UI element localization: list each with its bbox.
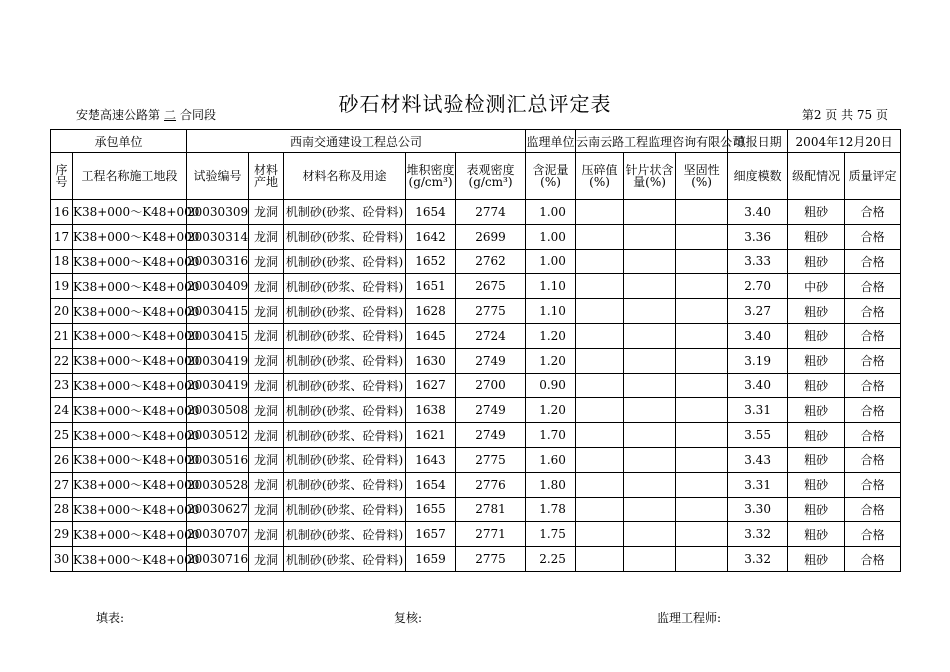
cell-quality: 合格 <box>845 423 901 448</box>
table-row <box>51 373 901 398</box>
page-title: 砂石材料试验检测汇总评定表 <box>338 92 612 116</box>
cell-grading: 粗砂 <box>788 472 845 497</box>
cell-apparent-density: 2749 <box>456 398 526 423</box>
cell-test-no: 20030419 <box>187 348 249 373</box>
cell-origin: 龙洞 <box>249 200 284 225</box>
filler-signature: 填表: <box>96 611 125 625</box>
cell-mud: 1.20 <box>526 323 576 348</box>
cell-fineness: 3.30 <box>728 497 788 522</box>
cell-solidity <box>676 472 728 497</box>
cell-test-no: 20030415 <box>187 299 249 324</box>
col-header-fineness: 细度模数 <box>728 153 788 200</box>
table-row <box>51 200 901 225</box>
cell-solidity <box>676 423 728 448</box>
cell-solidity <box>676 224 728 249</box>
cell-mud: 1.60 <box>526 447 576 472</box>
cell-seq: 22 <box>51 348 73 373</box>
cell-material: 机制砂(砂浆、砼骨料) <box>284 249 406 274</box>
cell-apparent-density: 2749 <box>456 423 526 448</box>
cell-quality: 合格 <box>845 224 901 249</box>
cell-flaky <box>624 348 676 373</box>
cell-test-no: 20030409 <box>187 274 249 299</box>
cell-crush <box>576 200 624 225</box>
cell-quality: 合格 <box>845 398 901 423</box>
cell-solidity <box>676 373 728 398</box>
cell-apparent-density: 2762 <box>456 249 526 274</box>
cell-name: K38+000～K48+000 <box>73 274 187 299</box>
cell-material: 机制砂(砂浆、砼骨料) <box>284 472 406 497</box>
cell-grading: 粗砂 <box>788 522 845 547</box>
cell-mud: 1.00 <box>526 200 576 225</box>
cell-mud: 1.75 <box>526 522 576 547</box>
contract-suffix: 合同段 <box>180 108 217 122</box>
cell-bulk-density: 1630 <box>406 348 456 373</box>
cell-quality: 合格 <box>845 274 901 299</box>
cell-mud: 1.20 <box>526 398 576 423</box>
cell-bulk-density: 1654 <box>406 200 456 225</box>
cell-flaky <box>624 323 676 348</box>
cell-fineness: 3.55 <box>728 423 788 448</box>
cell-bulk-density: 1657 <box>406 522 456 547</box>
supervisor-value: 云南云路工程监理咨询有限公司 <box>576 130 728 153</box>
cell-material: 机制砂(砂浆、砼骨料) <box>284 348 406 373</box>
cell-solidity <box>676 398 728 423</box>
table-row <box>51 423 901 448</box>
header-row <box>51 153 901 200</box>
cell-material: 机制砂(砂浆、砼骨料) <box>284 373 406 398</box>
cell-bulk-density: 1638 <box>406 398 456 423</box>
cell-seq: 21 <box>51 323 73 348</box>
cell-material: 机制砂(砂浆、砼骨料) <box>284 398 406 423</box>
cell-seq: 25 <box>51 423 73 448</box>
cell-test-no: 20030528 <box>187 472 249 497</box>
summary-table <box>50 129 901 572</box>
date-value: 2004年12月20日 <box>788 130 901 153</box>
page-info: 第2 页 共 75 页 <box>801 108 888 122</box>
cell-seq: 29 <box>51 522 73 547</box>
cell-bulk-density: 1627 <box>406 373 456 398</box>
cell-grading: 粗砂 <box>788 547 845 572</box>
cell-name: K38+000～K48+000 <box>73 373 187 398</box>
reviewer-signature: 复核: <box>394 611 423 625</box>
col-header-solidity: 坚固性(%) <box>676 153 728 200</box>
cell-solidity <box>676 299 728 324</box>
cell-mud: 1.00 <box>526 224 576 249</box>
cell-seq: 20 <box>51 299 73 324</box>
cell-crush <box>576 447 624 472</box>
cell-test-no: 20030627 <box>187 497 249 522</box>
cell-flaky <box>624 373 676 398</box>
contract-section <box>76 106 216 123</box>
cell-material: 机制砂(砂浆、砼骨料) <box>284 200 406 225</box>
cell-flaky <box>624 224 676 249</box>
cell-quality: 合格 <box>845 249 901 274</box>
cell-grading: 粗砂 <box>788 447 845 472</box>
cell-grading: 粗砂 <box>788 423 845 448</box>
cell-crush <box>576 497 624 522</box>
table-row <box>51 348 901 373</box>
cell-seq: 26 <box>51 447 73 472</box>
cell-material: 机制砂(砂浆、砼骨料) <box>284 323 406 348</box>
table-row <box>51 224 901 249</box>
cell-fineness: 3.40 <box>728 373 788 398</box>
cell-bulk-density: 1651 <box>406 274 456 299</box>
cell-origin: 龙洞 <box>249 323 284 348</box>
cell-grading: 粗砂 <box>788 348 845 373</box>
cell-name: K38+000～K48+000 <box>73 522 187 547</box>
cell-seq: 18 <box>51 249 73 274</box>
table-row <box>51 274 901 299</box>
cell-material: 机制砂(砂浆、砼骨料) <box>284 423 406 448</box>
cell-material: 机制砂(砂浆、砼骨料) <box>284 224 406 249</box>
cell-test-no: 20030415 <box>187 323 249 348</box>
cell-name: K38+000～K48+000 <box>73 249 187 274</box>
cell-apparent-density: 2775 <box>456 447 526 472</box>
info-row <box>51 130 901 153</box>
cell-grading: 粗砂 <box>788 299 845 324</box>
cell-origin: 龙洞 <box>249 348 284 373</box>
cell-crush <box>576 373 624 398</box>
cell-material: 机制砂(砂浆、砼骨料) <box>284 497 406 522</box>
cell-origin: 龙洞 <box>249 249 284 274</box>
cell-seq: 28 <box>51 497 73 522</box>
cell-test-no: 20030707 <box>187 522 249 547</box>
cell-mud: 2.25 <box>526 547 576 572</box>
table-row <box>51 398 901 423</box>
col-header-bulk-density: 堆积密度(g/cm³) <box>406 153 456 200</box>
cell-grading: 粗砂 <box>788 497 845 522</box>
cell-solidity <box>676 249 728 274</box>
cell-grading: 粗砂 <box>788 398 845 423</box>
cell-origin: 龙洞 <box>249 547 284 572</box>
cell-fineness: 3.19 <box>728 348 788 373</box>
table-row <box>51 299 901 324</box>
cell-crush <box>576 249 624 274</box>
cell-name: K38+000～K48+000 <box>73 323 187 348</box>
date-label: 填报日期 <box>728 130 788 153</box>
cell-origin: 龙洞 <box>249 522 284 547</box>
cell-grading: 粗砂 <box>788 200 845 225</box>
cell-seq: 27 <box>51 472 73 497</box>
cell-crush <box>576 274 624 299</box>
table-row <box>51 249 901 274</box>
cell-flaky <box>624 447 676 472</box>
cell-mud: 0.90 <box>526 373 576 398</box>
cell-crush <box>576 323 624 348</box>
cell-bulk-density: 1645 <box>406 323 456 348</box>
cell-quality: 合格 <box>845 497 901 522</box>
cell-origin: 龙洞 <box>249 423 284 448</box>
cell-crush <box>576 348 624 373</box>
cell-bulk-density: 1621 <box>406 423 456 448</box>
cell-material: 机制砂(砂浆、砼骨料) <box>284 299 406 324</box>
cell-test-no: 20030314 <box>187 224 249 249</box>
cell-fineness: 3.33 <box>728 249 788 274</box>
cell-solidity <box>676 547 728 572</box>
cell-fineness: 3.40 <box>728 323 788 348</box>
cell-fineness: 3.36 <box>728 224 788 249</box>
contract-prefix: 安楚高速公路第 <box>76 108 161 122</box>
cell-quality: 合格 <box>845 299 901 324</box>
cell-apparent-density: 2775 <box>456 299 526 324</box>
cell-crush <box>576 224 624 249</box>
cell-crush <box>576 522 624 547</box>
col-header-apparent-density: 表观密度(g/cm³) <box>456 153 526 200</box>
supervisor-label: 监理单位 <box>526 130 576 153</box>
cell-bulk-density: 1654 <box>406 472 456 497</box>
cell-mud: 1.80 <box>526 472 576 497</box>
table-row <box>51 447 901 472</box>
cell-seq: 19 <box>51 274 73 299</box>
col-header-test-no: 试验编号 <box>187 153 249 200</box>
cell-name: K38+000～K48+000 <box>73 398 187 423</box>
cell-apparent-density: 2774 <box>456 200 526 225</box>
cell-test-no: 20030508 <box>187 398 249 423</box>
cell-crush <box>576 299 624 324</box>
cell-solidity <box>676 274 728 299</box>
cell-origin: 龙洞 <box>249 472 284 497</box>
col-header-crush: 压碎值(%) <box>576 153 624 200</box>
col-header-seq: 序号 <box>51 153 73 200</box>
cell-solidity <box>676 348 728 373</box>
col-header-name: 工程名称施工地段 <box>73 153 187 200</box>
cell-name: K38+000～K48+000 <box>73 348 187 373</box>
cell-material: 机制砂(砂浆、砼骨料) <box>284 274 406 299</box>
cell-bulk-density: 1659 <box>406 547 456 572</box>
cell-test-no: 20030419 <box>187 373 249 398</box>
cell-material: 机制砂(砂浆、砼骨料) <box>284 522 406 547</box>
cell-fineness: 3.40 <box>728 200 788 225</box>
cell-fineness: 2.70 <box>728 274 788 299</box>
cell-seq: 16 <box>51 200 73 225</box>
cell-flaky <box>624 398 676 423</box>
cell-crush <box>576 472 624 497</box>
cell-apparent-density: 2781 <box>456 497 526 522</box>
cell-grading: 粗砂 <box>788 373 845 398</box>
table-row <box>51 522 901 547</box>
contract-section-number: 二 <box>164 108 177 122</box>
cell-origin: 龙洞 <box>249 447 284 472</box>
col-header-flaky: 针片状含量(%) <box>624 153 676 200</box>
cell-name: K38+000～K48+000 <box>73 497 187 522</box>
cell-apparent-density: 2700 <box>456 373 526 398</box>
cell-mud: 1.20 <box>526 348 576 373</box>
cell-mud: 1.70 <box>526 423 576 448</box>
contractor-value: 西南交通建设工程总公司 <box>187 130 526 153</box>
cell-fineness: 3.31 <box>728 472 788 497</box>
cell-origin: 龙洞 <box>249 299 284 324</box>
cell-bulk-density: 1655 <box>406 497 456 522</box>
contractor-label: 承包单位 <box>51 130 187 153</box>
cell-fineness: 3.43 <box>728 447 788 472</box>
cell-apparent-density: 2771 <box>456 522 526 547</box>
cell-flaky <box>624 497 676 522</box>
cell-name: K38+000～K48+000 <box>73 224 187 249</box>
cell-test-no: 20030309 <box>187 200 249 225</box>
cell-mud: 1.10 <box>526 274 576 299</box>
cell-seq: 24 <box>51 398 73 423</box>
cell-test-no: 20030516 <box>187 447 249 472</box>
cell-solidity <box>676 497 728 522</box>
table-row <box>51 547 901 572</box>
cell-material: 机制砂(砂浆、砼骨料) <box>284 447 406 472</box>
cell-name: K38+000～K48+000 <box>73 547 187 572</box>
cell-quality: 合格 <box>845 547 901 572</box>
col-header-material: 材料名称及用途 <box>284 153 406 200</box>
cell-name: K38+000～K48+000 <box>73 423 187 448</box>
cell-seq: 17 <box>51 224 73 249</box>
cell-solidity <box>676 522 728 547</box>
cell-apparent-density: 2724 <box>456 323 526 348</box>
cell-flaky <box>624 472 676 497</box>
table-row <box>51 323 901 348</box>
cell-apparent-density: 2749 <box>456 348 526 373</box>
cell-origin: 龙洞 <box>249 274 284 299</box>
cell-solidity <box>676 447 728 472</box>
table-row <box>51 472 901 497</box>
cell-crush <box>576 547 624 572</box>
cell-origin: 龙洞 <box>249 497 284 522</box>
cell-flaky <box>624 249 676 274</box>
cell-grading: 粗砂 <box>788 323 845 348</box>
cell-flaky <box>624 274 676 299</box>
cell-apparent-density: 2776 <box>456 472 526 497</box>
cell-name: K38+000～K48+000 <box>73 447 187 472</box>
cell-mud: 1.10 <box>526 299 576 324</box>
cell-solidity <box>676 200 728 225</box>
cell-quality: 合格 <box>845 522 901 547</box>
cell-grading: 粗砂 <box>788 249 845 274</box>
cell-bulk-density: 1642 <box>406 224 456 249</box>
cell-fineness: 3.27 <box>728 299 788 324</box>
cell-crush <box>576 423 624 448</box>
cell-quality: 合格 <box>845 323 901 348</box>
col-header-mud: 含泥量(%) <box>526 153 576 200</box>
cell-solidity <box>676 323 728 348</box>
cell-apparent-density: 2699 <box>456 224 526 249</box>
cell-fineness: 3.32 <box>728 522 788 547</box>
cell-material: 机制砂(砂浆、砼骨料) <box>284 547 406 572</box>
col-header-quality: 质量评定 <box>845 153 901 200</box>
cell-apparent-density: 2675 <box>456 274 526 299</box>
cell-quality: 合格 <box>845 348 901 373</box>
cell-test-no: 20030316 <box>187 249 249 274</box>
cell-name: K38+000～K48+000 <box>73 200 187 225</box>
cell-bulk-density: 1643 <box>406 447 456 472</box>
cell-crush <box>576 398 624 423</box>
cell-seq: 30 <box>51 547 73 572</box>
cell-name: K38+000～K48+000 <box>73 299 187 324</box>
cell-origin: 龙洞 <box>249 398 284 423</box>
cell-mud: 1.00 <box>526 249 576 274</box>
cell-quality: 合格 <box>845 373 901 398</box>
cell-test-no: 20030716 <box>187 547 249 572</box>
cell-flaky <box>624 522 676 547</box>
col-header-grading: 级配情况 <box>788 153 845 200</box>
cell-seq: 23 <box>51 373 73 398</box>
cell-test-no: 20030512 <box>187 423 249 448</box>
cell-grading: 粗砂 <box>788 224 845 249</box>
cell-quality: 合格 <box>845 447 901 472</box>
cell-flaky <box>624 547 676 572</box>
engineer-signature: 监理工程师: <box>657 611 722 625</box>
cell-grading: 中砂 <box>788 274 845 299</box>
cell-fineness: 3.31 <box>728 398 788 423</box>
cell-bulk-density: 1628 <box>406 299 456 324</box>
cell-apparent-density: 2775 <box>456 547 526 572</box>
cell-quality: 合格 <box>845 472 901 497</box>
cell-name: K38+000～K48+000 <box>73 472 187 497</box>
cell-fineness: 3.32 <box>728 547 788 572</box>
cell-flaky <box>624 200 676 225</box>
col-header-origin: 材料产地 <box>249 153 284 200</box>
cell-origin: 龙洞 <box>249 224 284 249</box>
cell-mud: 1.78 <box>526 497 576 522</box>
table-row <box>51 497 901 522</box>
cell-quality: 合格 <box>845 200 901 225</box>
cell-bulk-density: 1652 <box>406 249 456 274</box>
cell-flaky <box>624 299 676 324</box>
cell-origin: 龙洞 <box>249 373 284 398</box>
cell-flaky <box>624 423 676 448</box>
